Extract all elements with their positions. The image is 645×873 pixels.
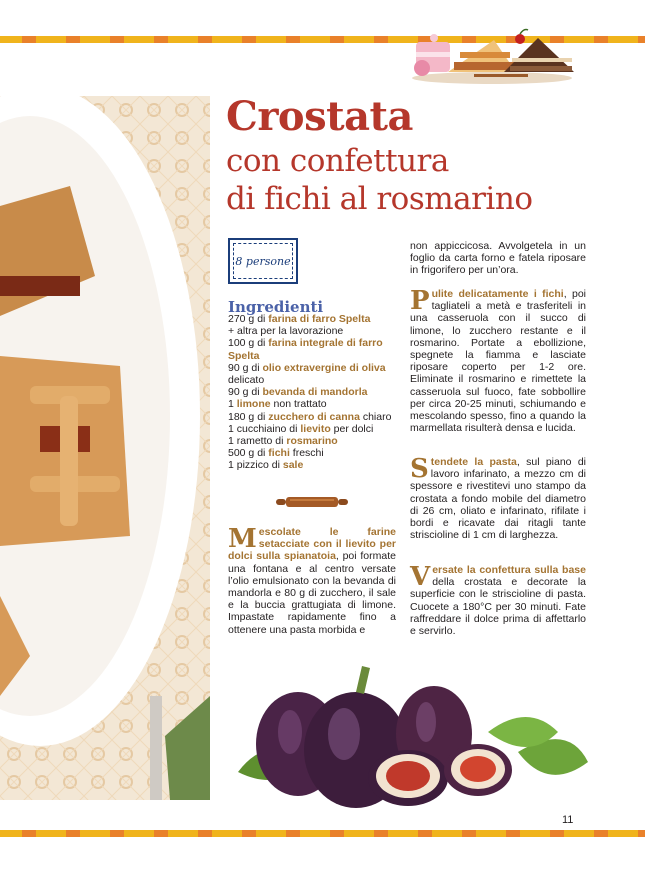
tart-photo — [0, 96, 210, 800]
ingredient-quantity: 1 pizzico di — [228, 459, 283, 472]
ingredient-quantity: 270 g di — [228, 313, 269, 325]
ingredient-note: chiaro — [359, 410, 392, 423]
step-1-text: , poi formate una fontana e al centro versate l’olio emulsionato con la bevanda di mandorla e 80 g di zucchero, il sale e la buccia grattugiata di limone. Impastate rapidamente fino a ottenere una pasta morbida e — [228, 550, 396, 636]
ingredient-item — [228, 337, 398, 361]
servings-badge — [228, 238, 298, 284]
ingredient-name: farina di farro Spelta — [268, 313, 371, 325]
step-2-paragraph — [410, 288, 586, 434]
ingredient-item — [228, 411, 398, 423]
step-3-drop-cap: S — [410, 454, 429, 484]
step-1-continuation — [410, 240, 586, 277]
servings-label: 8 persone — [233, 243, 293, 279]
ingredient-item — [228, 423, 398, 435]
ingredient-item — [228, 325, 398, 337]
rolling-pin-icon — [276, 494, 348, 510]
ingredient-name: farina integrale di farro Spelta — [228, 337, 383, 362]
step-2-lead: ulite delicatamente i fichi — [431, 288, 564, 300]
step-1-cont-text: non appiccicosa. Avvolgetela in un foglio da carta forno e fatela riposare in frigorifero per un’ora. — [410, 240, 586, 277]
ingredient-name: bevanda di mandorla — [262, 386, 368, 399]
ingredient-name: rosmarino — [286, 435, 338, 448]
step-1-lead: escolate le farine setacciate con il lievito per dolci sulla spianatoia — [228, 526, 396, 563]
step-4-drop-cap: V — [410, 562, 431, 592]
ingredient-name: limone — [236, 398, 271, 411]
step-1-paragraph — [228, 526, 396, 636]
ingredient-quantity: 1 rametto di — [228, 435, 287, 448]
step-4-lead: ersate la confettura sulla base — [432, 564, 586, 576]
ingredient-name: sale — [282, 459, 304, 472]
step-3-lead: tendete la pasta — [430, 456, 517, 468]
ingredient-note: freschi — [289, 447, 324, 460]
recipe-title — [226, 92, 636, 218]
ingredient-name: fichi — [268, 447, 290, 460]
ingredient-name: lievito — [300, 422, 331, 435]
step-3-text: , sul piano di lavoro infarinato, a mezzo cm di spessore e rivestitevi uno stampo da crostata a fondo mobile del diametro di 26 cm, oliato e infarinato, rifilate i bordi e ricavate dai ritagli tante striscioline di 1 cm di larghezza. — [410, 456, 586, 542]
ingredient-item — [228, 362, 398, 386]
title-line-1: Crostata — [226, 93, 413, 140]
figs-photo — [228, 652, 596, 808]
title-line-3: di fichi al rosmarino — [226, 181, 533, 217]
ingredient-item — [228, 459, 398, 471]
ingredient-item — [228, 447, 398, 459]
ingredient-item — [228, 435, 398, 447]
title-line-2: con confettura — [226, 143, 449, 179]
ingredient-name: zucchero di canna — [268, 410, 360, 423]
page-number: 11 — [562, 814, 574, 826]
ingredients-heading: Ingredienti — [228, 298, 324, 316]
step-3-paragraph — [410, 456, 586, 541]
ingredient-name: olio extravergine di oliva — [262, 361, 386, 374]
ingredient-quantity: 90 g di — [228, 361, 263, 374]
ingredient-quantity: 500 g di — [228, 447, 269, 460]
step-2-text: , poi tagliateli a metà e trasferiteli in una casseruola con il succo di limone, lo zucchero restante e il rosmarino. Portate a ebollizione, spegnete la fiamma e lasciate riposare coperto per 1-2 ore. Eliminate il rosmarino e rimettete la casseruola sul fuoco, fate sobbollire per circa 20-25 minuti, schiumando e mescolando spesso, fino a quando la marmellata risulterà densa e lucida. — [410, 288, 586, 435]
ingredient-quantity: 180 g di — [228, 410, 269, 423]
ingredient-item — [228, 313, 398, 325]
ingredient-quantity: 1 cucchiaino di — [228, 422, 301, 435]
ingredients-list — [228, 313, 398, 472]
ingredient-item — [228, 386, 398, 398]
cakes-illustration — [408, 28, 576, 86]
step-1-drop-cap: M — [228, 524, 257, 554]
ingredient-quantity: 100 g di — [228, 337, 269, 350]
step-4-paragraph — [410, 564, 586, 637]
step-4-text: della crostata e decorate la superficie con le striscioline di pasta. Cuocete a 180°C per 30 minuti. Fate raffreddare il dolce prima di affettarlo e servirlo. — [410, 576, 586, 638]
bottom-decorative-stripe — [0, 830, 645, 837]
step-2-drop-cap: P — [410, 286, 430, 316]
ingredient-quantity: 90 g di — [228, 386, 263, 399]
ingredient-quantity: 1 — [228, 398, 237, 411]
ingredient-note: delicato — [228, 374, 265, 387]
ingredient-note: per dolci — [330, 422, 374, 435]
ingredient-quantity: + altra per la lavorazione — [228, 325, 344, 338]
ingredient-item — [228, 398, 398, 410]
ingredient-note: non trattato — [270, 398, 327, 411]
